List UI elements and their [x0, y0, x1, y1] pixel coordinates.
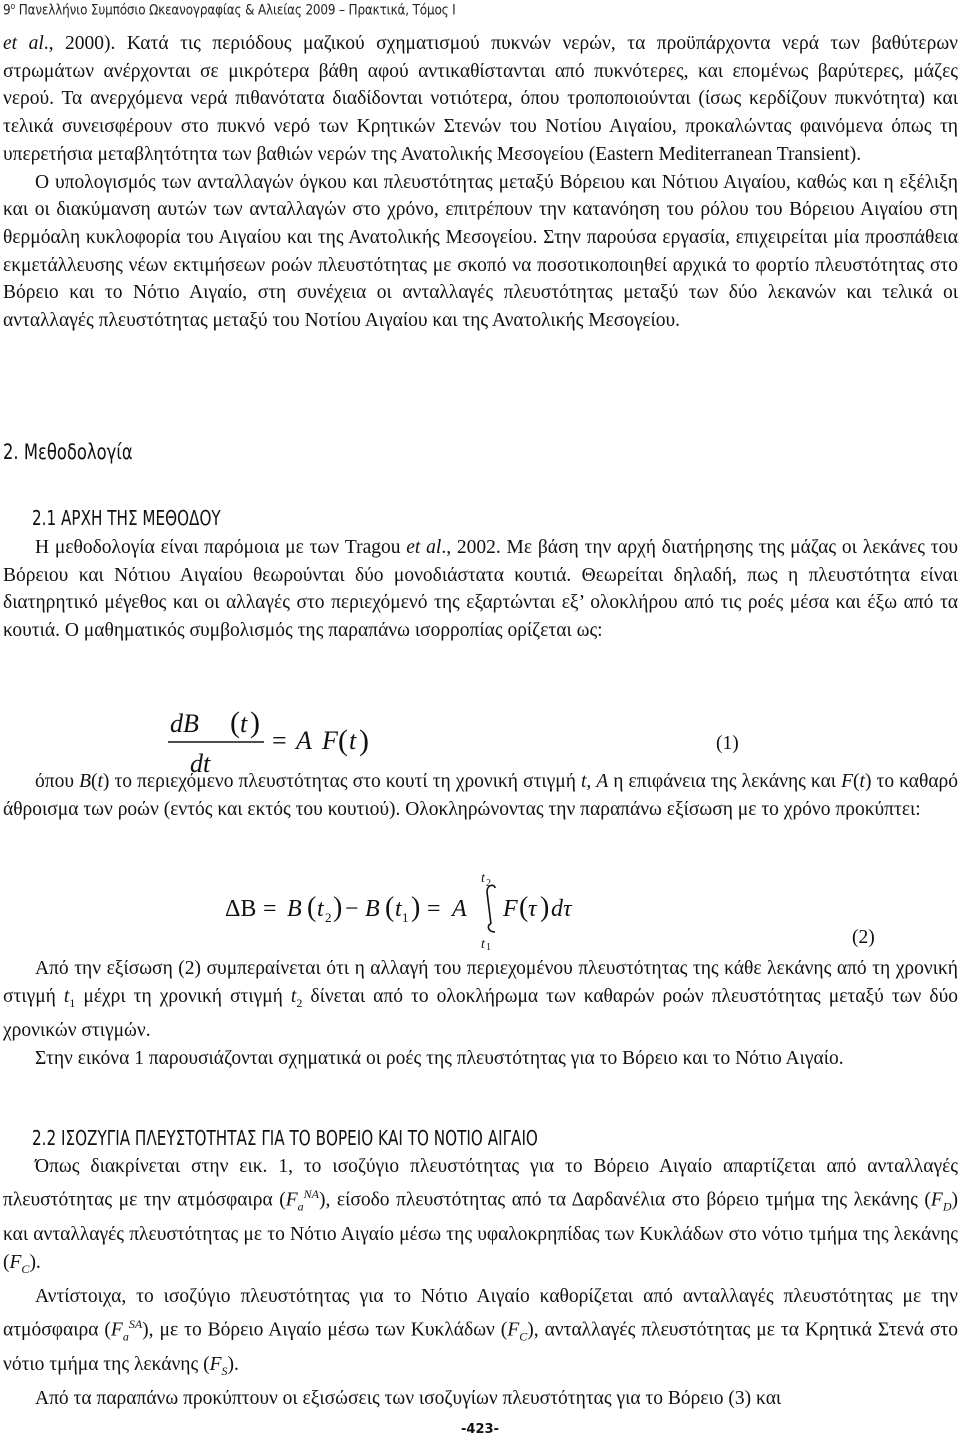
svg-text:2: 2 — [325, 910, 332, 925]
running-header-text: Πανελλήνιο Συμπόσιο Ωκεανογραφίας & Αλιείας 2009 – Πρακτικά, Τόμος I — [15, 2, 456, 19]
sub21-p3-part-a: Από την εξίσωση (2) συμπεραίνεται ότι η αλλαγή του περιεχομένου πλευστότητας της κάθε λεκάνης από τη χρονική στιγμή — [3, 958, 958, 1007]
svg-text:B: B — [365, 896, 380, 922]
svg-text:): ) — [333, 892, 343, 923]
sub21-p4: Στην εικόνα 1 παρουσιάζονται σχηματικά οι ροές της πλευστότητας για το Βόρειο και το Νότιο Αιγαίο. — [35, 1048, 844, 1069]
subsection-heading-2-1: 2.1 ΑΡΧΗ ΤΗΣ ΜΕΘΟΔΟΥ — [32, 506, 221, 530]
running-header-edition: 9 — [3, 2, 11, 19]
sub21-p2-part-b: το περιεχόμενο πλευστότητας στο κουτί τη χρονική στιγμή — [109, 771, 581, 792]
intro-paragraph-2: Ο υπολογισμός των ανταλλαγών όγκου και πλευστότητας μεταξύ Βόρειου και Νότιου Αιγαίου, καθώς και η εξέλιξη και οι διακύμανση αυτών των ανταλλαγών στο χρόνο, επιτρέπουν την κατανόηση του ρόλου του Βόρειου Αιγαίου στη θερμόαλη κυκλοφορία του Αιγαίου και της Ανατολικής Μεσογείου. Στην παρούσα εργασία, επιχειρείται μία προσπάθεια εκμετάλλευσης νέων εκτιμήσεων ροών πλευστότητας με σκοπό να ποσοτικοποιηθεί αρχικά το φορτίο πλευστότητας στο Βόρειο και το Νότιο Αιγαίο, στη συνέχεια οι ανταλλαγές πλευστότητας μεταξύ των δύο λεκανών και τελικά οι ανταλλαγές πλευστότητας μεταξύ του Νοτίου Αιγαίου και της Ανατολικής Μεσογείου. — [3, 171, 958, 332]
svg-text:t: t — [481, 937, 485, 950]
sub22-p3: Από τα παραπάνω προκύπτουν οι εξισώσεις των ισοζυγίων πλευστότητας για το Βόρειο (3) και — [35, 1388, 782, 1410]
svg-text:dt: dt — [190, 749, 211, 778]
symbol-B: B — [79, 771, 91, 792]
svg-text:=: = — [263, 896, 277, 922]
symbol-A: A — [596, 771, 609, 792]
equation-1-number: (1) — [716, 733, 739, 754]
svg-text:dτ: dτ — [551, 896, 572, 922]
svg-text:ΔB: ΔB — [225, 896, 257, 922]
section-heading-methodology: 2. Μεθοδολογία — [3, 440, 133, 464]
svg-text:A: A — [296, 726, 312, 755]
equation-1-argument — [338, 722, 378, 762]
page-number: -423- — [461, 1422, 499, 1437]
svg-text:(: ( — [307, 892, 317, 923]
svg-text:=: = — [272, 726, 287, 755]
symbol-F: F — [841, 771, 854, 792]
svg-text:B: B — [287, 896, 302, 922]
svg-text:F: F — [322, 726, 338, 755]
intro-paragraph-1 — [3, 30, 958, 169]
svg-text:2: 2 — [486, 878, 491, 889]
svg-text:1: 1 — [486, 942, 491, 950]
symbol-t1: t — [63, 985, 70, 1007]
svg-text:): ) — [411, 892, 421, 923]
subsection-2-1-paragraph-1 — [3, 534, 958, 645]
sub21-p2-part-a: όπου — [35, 771, 80, 792]
sub21-p1-part-a: Η μεθοδολογία είναι παρόμοια με των Tragou — [35, 537, 407, 558]
svg-text:=: = — [427, 896, 441, 922]
subsection-2-1-paragraph-2: όπου B(t) το περιεχόμενο πλευστότητας στο κουτί τη χρονική στιγμή t, A η επιφάνεια της λεκάνης και F(t) το καθαρό άθροισμα των ροών (εντός και εκτός του κουτιού). Ολοκληρώνοντας την παραπάνω εξίσωση με το χρόνο προκύπτει: — [3, 771, 959, 820]
intro-paragraph-1-et-al: et al — [3, 33, 44, 54]
svg-text:A: A — [452, 896, 467, 922]
svg-text:t: t — [349, 726, 357, 755]
svg-text:τ: τ — [528, 896, 537, 922]
svg-text:F: F — [503, 896, 518, 922]
symbol-t2: t — [290, 985, 297, 1007]
svg-text:): ) — [540, 892, 550, 923]
svg-text:(: ( — [519, 892, 529, 923]
svg-text:(: ( — [230, 706, 240, 739]
sub21-p3-part-c: δίνεται από το ολοκλήρωμα των καθαρών ροών πλευστότητας μεταξύ των δύο χρονικών στιγμών. — [3, 985, 958, 1042]
sub22-p2-part-d: ). — [227, 1353, 239, 1375]
svg-text:(: ( — [338, 724, 348, 757]
svg-text:dB: dB — [170, 709, 199, 738]
sub22-p2-part-b: ), με το Βόρειο Αιγαίο μέσω των Κυκλάδων ( — [142, 1319, 508, 1341]
sub22-p2-part-a: Αντίστοιχα, το ισοζύγιο πλευστότητας για το Νότιο Αιγαίο καθορίζεται από ανταλλαγές πλευστότητας με την ατμόσφαιρα ( — [3, 1286, 958, 1341]
sub21-p1-et-al: et al — [406, 537, 442, 558]
sub21-p1-part-b: ., 2002. Με βάση την αρχή διατήρησης της μάζας οι λεκάνες του Βόρειου και Νότιου Αιγαίου θεωρούνται δύο μονοδιάστατα κουτιά. Θεωρείται δηλαδή, πως η πλευστότητα είναι διατηρητικό μέγεθος και οι αλλαγές στο περιεχόμενό της εξαρτώνται εξ’ ολοκλήρου από τις ροές μέσα και έξω από τα κουτιά. Ο μαθηματικός συμβολισμός της παραπάνω ισορροπίας ορίζεται ως: — [3, 537, 958, 642]
svg-text:): ) — [250, 706, 260, 739]
svg-text:t: t — [317, 896, 324, 922]
sub22-p2-part-c: ), ανταλλαγές πλευστότητας με τα Κρητικά Στενά στο νότιο τμήμα της λεκάνης ( — [3, 1319, 958, 1375]
sub21-p2-part-d: το καθαρό άθροισμα των ροών (εντός και εκτός του κουτιού). Ολοκληρώνοντας την παραπάνω εξίσωση με το χρόνο προκύπτει: — [3, 771, 959, 820]
symbol-t-2: t — [580, 771, 587, 792]
subsection-heading-2-2: 2.2 ΙΣΟΖΥΓΙΑ ΠΛΕΥΣΤΟΤΗΤΑΣ ΓΙΑ ΤΟ ΒΟΡΕΙΟ ΚΑΙ ΤΟ ΝΟΤΙΟ ΑΙΓΑΙΟ — [32, 1126, 538, 1150]
symbol-t-3: t — [859, 771, 865, 792]
svg-text:1: 1 — [402, 910, 409, 925]
symbol-t: t — [97, 771, 103, 792]
subsection-2-1-paragraph-3: Από την εξίσωση (2) συμπεραίνεται ότι η αλλαγή του περιεχομένου πλευστότητας της κάθε λεκάνης από τη χρονική στιγμή $t_1$ μέχρι τη χρονική στιγμή $t_2$ δίνεται από το ολοκλήρωμα των καθαρών ροών πλευστότητας μεταξύ των δύο χρονικών στιγμών. Στην εικόνα 1 παρουσιάζονται σχηματικά οι ροές της πλευστότητας για το Βόρειο και το Νότιο Αιγαίο. — [3, 955, 958, 1073]
sub22-p1-part-d: ). — [29, 1251, 41, 1273]
intro-text — [3, 30, 958, 335]
svg-text:t: t — [240, 709, 248, 738]
svg-text:−: − — [345, 896, 359, 922]
subsection-2-2-text: Όπως διακρίνεται στην εικ. 1, το ισοζύγιο πλευστότητας για το Βόρειο Αιγαίο απαρτίζεται από ανταλλαγές πλευστότητας με την ατμόσφαιρα $(F_a^{NA})$, είσοδο πλευστότητας από τα Δαρδανέλια στο βόρειο τμήμα της λεκάνης $(F_D)$ και ανταλλαγές πλευστότητας με το Νότιο Αιγαίο μέσω της υφαλοκρηπίδας των Κυκλάδων στο νότιο τμήμα της λεκάνης $(F_C)$. Αντίστοιχα, το ισοζύγιο πλευστότητας για το Νότιο Αιγαίο καθορίζεται από ανταλλαγές πλευστότητας με την ατμόσφαιρα $(F_a^{SA})$, με το Βόρειο Αιγαίο μέσω των Κυκλάδων $(F_C)$, ανταλλαγές πλευστότητας με τα Κρητικά Στενά στο νότιο τμήμα της λεκάνης $(F_S)$. Από τα παραπάνω προκύπτουν οι εξισώσεις των ισοζυγίων πλευστότητας για το Βόρειο (3) και — [3, 1153, 958, 1413]
svg-text:t: t — [395, 896, 402, 922]
running-header — [3, 2, 456, 19]
equation-2 — [225, 870, 595, 950]
equation-2-number: (2) — [852, 927, 875, 948]
sub21-p2-part-c: η επιφάνεια της λεκάνης και — [608, 771, 842, 792]
sub22-p1-part-b: ), είσοδο πλευστότητας από τα Δαρδανέλια στο βόρειο τμήμα της λεκάνης ( — [318, 1189, 931, 1211]
running-header-ordinal: ο — [10, 2, 16, 12]
svg-text:): ) — [359, 724, 369, 757]
svg-text:(: ( — [385, 892, 395, 923]
sub21-p3-part-b: μέχρι τη χρονική στιγμή — [75, 985, 291, 1007]
sub22-p1-part-c: ) και ανταλλαγές πλευστότητας με το Νότιο Αιγαίο μέσω της υφαλοκρηπίδας των Κυκλάδων στο νότιο τμήμα της λεκάνης ( — [3, 1189, 958, 1273]
svg-text:t: t — [481, 871, 485, 886]
intro-paragraph-1-text: ., 2000). Κατά τις περιόδους μαζικού σχηματισμού πυκνών νερών, τα προϋπάρχοντα νερά των βαθύτερων στρωμάτων ανέρχονται σε μικρότερα βάθη αφού αντικαθίστανται από πυκνότερες, και επομένως βαρύτερες, μάζες νερού. Τα ανερχόμενα νερά πιθανότατα διαδίδονται νοτιότερα, όπου τροποποιούνται (ίσως κερδίζουν πυκνότητα) και τελικά συνεισφέρουν στο πυκνό νερό των Κρητικών Στενών του Νοτίου Αιγαίου, προκαλώντας φαινόμενα όπως τη υπερετήσια μεταβλητότητα των βαθιών νερών της Ανατολικής Μεσογείου (Eastern Mediterranean Transient). — [3, 33, 958, 165]
sub22-p1-part-a: Όπως διακρίνεται στην εικ. 1, το ισοζύγιο πλευστότητας για το Βόρειο Αιγαίο απαρτίζεται από ανταλλαγές πλευστότητας με την ατμόσφαιρα ( — [3, 1156, 958, 1211]
